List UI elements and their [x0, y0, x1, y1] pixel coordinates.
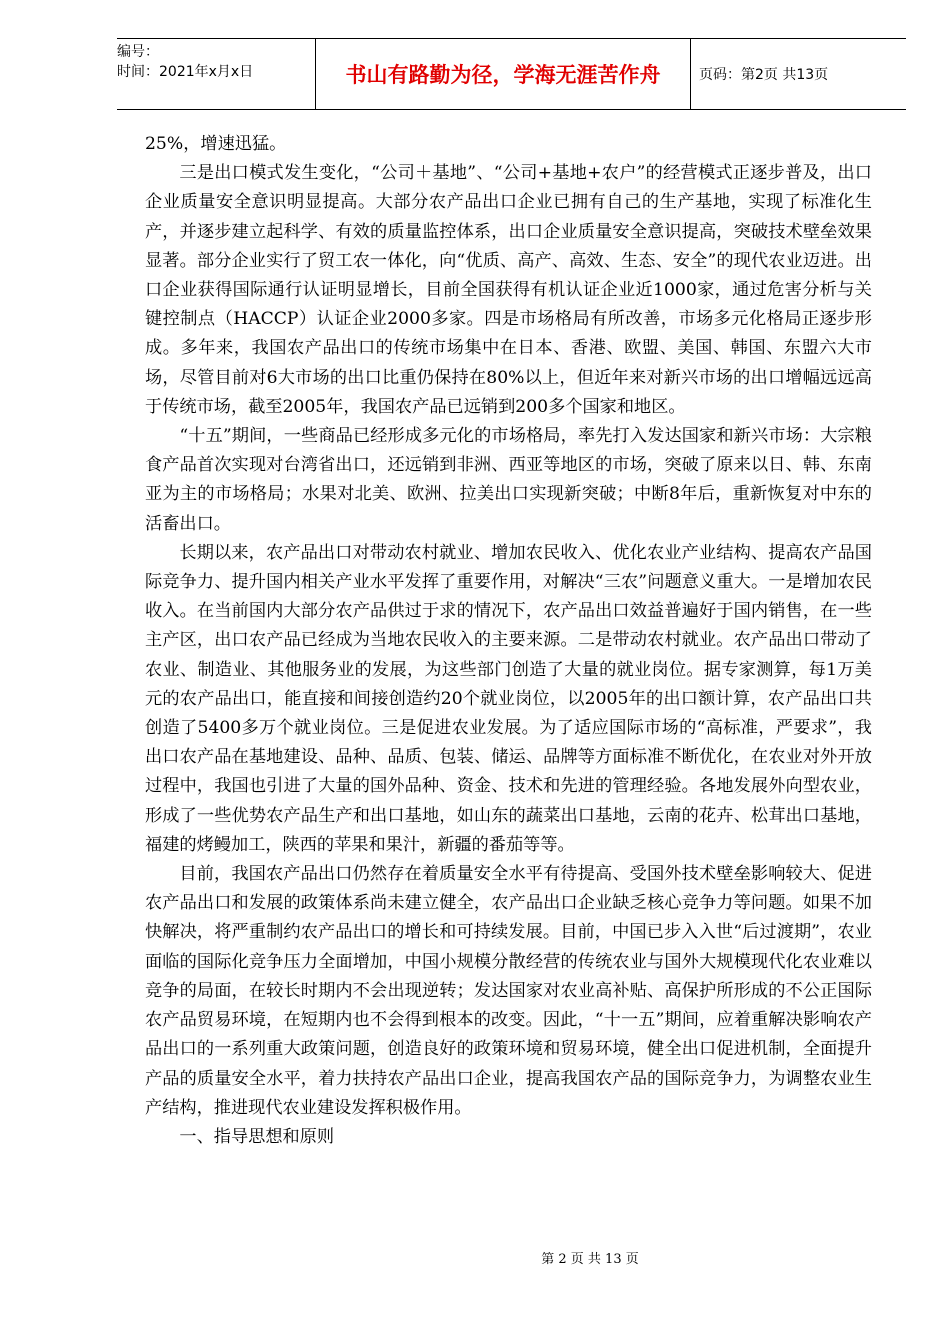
page-footer: 第 2 页 共 13 页 — [541, 1252, 639, 1267]
paragraph-continuation: 25%，增速迅猛。 — [145, 134, 287, 154]
paragraph: “十五”期间，一些商品已经形成多元化的市场格局，率先打入发达国家和新兴市场：大宗粮食产品首次实现对台湾省出口，还远销到非洲、西亚等地区的市场，突破了原来以日、韩、东南亚为主的市场格局；水果对北美、欧洲、拉美出口实现新突破；中断8年后，重新恢复对中东的活畜出口。 — [145, 426, 872, 534]
serial-label: 编号： — [117, 44, 159, 60]
header-motto: 书山有路勤为径，学海无涯苦作舟 — [315, 39, 691, 109]
paragraph: 目前，我国农产品出口仍然存在着质量安全水平有待提高、受国外技术壁垒影响较大、促进农产品出口和发展的政策体系尚未建立健全，农产品出口企业缺乏核心竞争力等问题。如果不加快解决，将严重制约农产品出口的增长和可持续发展。目前，中国已步入入世“后过渡期”，农业面临的国际化竞争压力全面增加，中国小规模分散经营的传统农业与国外大规模现代化农业难以竞争的局面，在较长时期内不会出现逆转；发达国家对农业高补贴、高保护所形成的不公正国际农产品贸易环境，在短期内也不会得到根本的改变。因此，“十一五”期间，应着重解决影响农产品出口的一系列重大政策问题，创造良好的政策环境和贸易环境，健全出口促进机制，全面提升产品的质量安全水平，着力扶持农产品出口企业，提高我国农产品的国际竞争力，为调整农业生产结构，推进现代农业建设发挥积极作用。 — [145, 864, 872, 1118]
time-label: 时间：2021年x月x日 — [117, 64, 254, 80]
document-body — [145, 130, 872, 1152]
header-meta — [117, 39, 315, 112]
paragraph: 三是出口模式发生变化，“公司＋基地”、“公司+基地+农户”的经营模式正逐步普及，出口企业质量安全意识明显提高。大部分农产品出口企业已拥有自己的生产基地，实现了标准化生产，并逐步建立起科学、有效的质量监控体系，出口企业质量安全意识提高，突破技术壁垒效果显著。部分企业实行了贸工农一体化，向“优质、高产、高效、生态、安全”的现代农业迈进。出口企业获得国际通行认证明显增长，目前全国获得有机认证企业近1000家，通过危害分析与关键控制点（HACCP）认证企业2000多家。四是市场格局有所改善，市场多元化格局正逐步形成。多年来，我国农产品出口的传统市场集中在日本、香港、欧盟、美国、韩国、东盟六大市场，尽管目前对6大市场的出口比重仍保持在80%以上，但近年来对新兴市场的出口增幅远远高于传统市场，截至2005年，我国农产品已远销到200多个国家和地区。 — [145, 163, 872, 417]
section-heading: 一、指导思想和原则 — [179, 1126, 335, 1147]
page-header — [117, 38, 906, 110]
paragraph: 长期以来，农产品出口对带动农村就业、增加农民收入、优化农业产业结构、提高农产品国际竞争力、提升国内相关产业水平发挥了重要作用，对解决“三农”问题意义重大。一是增加农民收入。在当前国内大部分农产品供过于求的情况下，农产品出口效益普遍好于国内销售，在一些主产区，出口农产品已经成为当地农民收入的主要来源。二是带动农村就业。农产品出口带动了农业、制造业、其他服务业的发展，为这些部门创造了大量的就业岗位。据专家测算，每1万美元的农产品出口，能直接和间接创造约20个就业岗位，以2005年的出口额计算，农产品出口共创造了5400多万个就业岗位。三是促进农业发展。为了适应国际市场的“高标准，严要求”，我出口农产品在基地建设、品种、品质、包装、储运、品牌等方面标准不断优化，在农业对外开放过程中，我国也引进了大量的国外品种、资金、技术和先进的管理经验。各地发展外向型农业，形成了一些优势农产品生产和出口基地，如山东的蔬菜出口基地，云南的花卉、松茸出口基地，福建的烤鳗加工，陕西的苹果和果汁，新疆的番茄等等。 — [145, 542, 872, 855]
header-page-number: 页码：第2页 共13页 — [699, 67, 829, 83]
